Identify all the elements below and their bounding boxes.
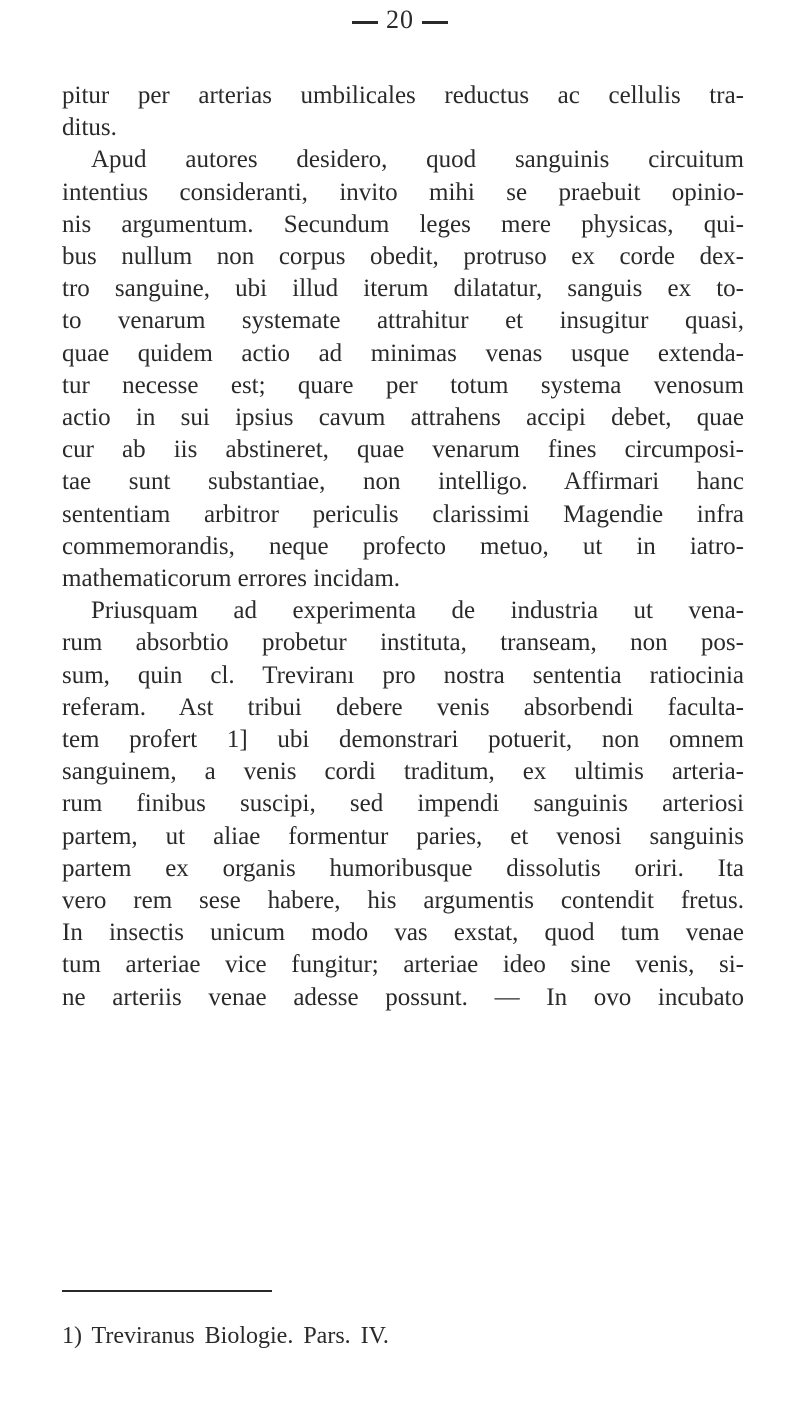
text-line: sententiam arbitror periculis clarissimi Magendie infra bbox=[62, 500, 744, 528]
text-line: sanguinem, a venis cordi traditum, ex ultimis arteria- bbox=[62, 758, 744, 786]
text-line: intentius consideranti, invito mihi se praebuit opinio- bbox=[62, 178, 744, 206]
text-line: Apud autores desidero, quod sanguinis circuitum bbox=[91, 146, 744, 174]
text-line: referam. Ast tribui debere venis absorbendi faculta- bbox=[62, 693, 744, 721]
text-line: partem, ut aliae formentur paries, et venosi sanguinis bbox=[62, 822, 744, 850]
footnote: 1) Treviranus Biologie. Pars. IV. bbox=[62, 1323, 389, 1349]
text-line: vero rem sese habere, his argumentis contendit fretus. bbox=[62, 887, 744, 915]
right-dash bbox=[422, 21, 448, 24]
text-line: tae sunt substantiae, non intelligo. Affirmari hanc bbox=[62, 468, 744, 496]
text-line: to venarum systemate attrahitur et insugitur quasi, bbox=[62, 307, 744, 335]
left-dash bbox=[352, 21, 378, 24]
text-line: tum arteriae vice fungitur; arteriae ideo sine venis, si- bbox=[62, 951, 744, 979]
footnote-rule bbox=[62, 1290, 272, 1292]
text-line: tro sanguine, ubi illud iterum dilatatur, sanguis ex to- bbox=[62, 275, 744, 303]
text-line: tem profert 1] ubi demonstrari potuerit, non omnem bbox=[62, 726, 744, 754]
text-line: sum, quin cl. Treviranı pro nostra sententia ratiocinia bbox=[62, 661, 744, 689]
text-line: Priusquam ad experimenta de industria ut vena- bbox=[91, 597, 744, 625]
text-line: rum finibus suscipi, sed impendi sanguinis arteriosi bbox=[62, 790, 744, 818]
text-line: actio in sui ipsius cavum attrahens accipi debet, quae bbox=[62, 404, 744, 432]
page-number-text: 20 bbox=[386, 5, 414, 34]
text-line: rum absorbtio probetur instituta, transeam, non pos- bbox=[62, 629, 744, 657]
text-line: partem ex organis humoribusque dissolutis oriri. Ita bbox=[62, 854, 744, 882]
text-line: commemorandis, neque profecto metuo, ut in iatro- bbox=[62, 532, 744, 560]
text-line: pitur per arterias umbilicales reductus ac cellulis tra- bbox=[62, 82, 744, 109]
text-line: quae quidem actio ad minimas venas usque extenda- bbox=[62, 339, 744, 367]
page-number bbox=[0, 5, 800, 35]
text-line: ditus. bbox=[62, 114, 117, 142]
text-line: In insectis unicum modo vas exstat, quod tum venae bbox=[62, 919, 744, 947]
text-line: nis argumentum. Secundum leges mere physicas, qui- bbox=[62, 210, 744, 238]
body-text bbox=[62, 80, 744, 1014]
text-line: bus nullum non corpus obedit, protruso ex corde dex- bbox=[62, 243, 744, 271]
text-line: mathematicorum errores incidam. bbox=[62, 565, 401, 593]
text-line: ne arteriis venae adesse possunt. — In ovo incubato bbox=[62, 983, 744, 1011]
text-line: tur necesse est; quare per totum systema venosum bbox=[62, 371, 744, 399]
text-line: cur ab iis abstineret, quae venarum fines circumposi- bbox=[62, 436, 744, 464]
